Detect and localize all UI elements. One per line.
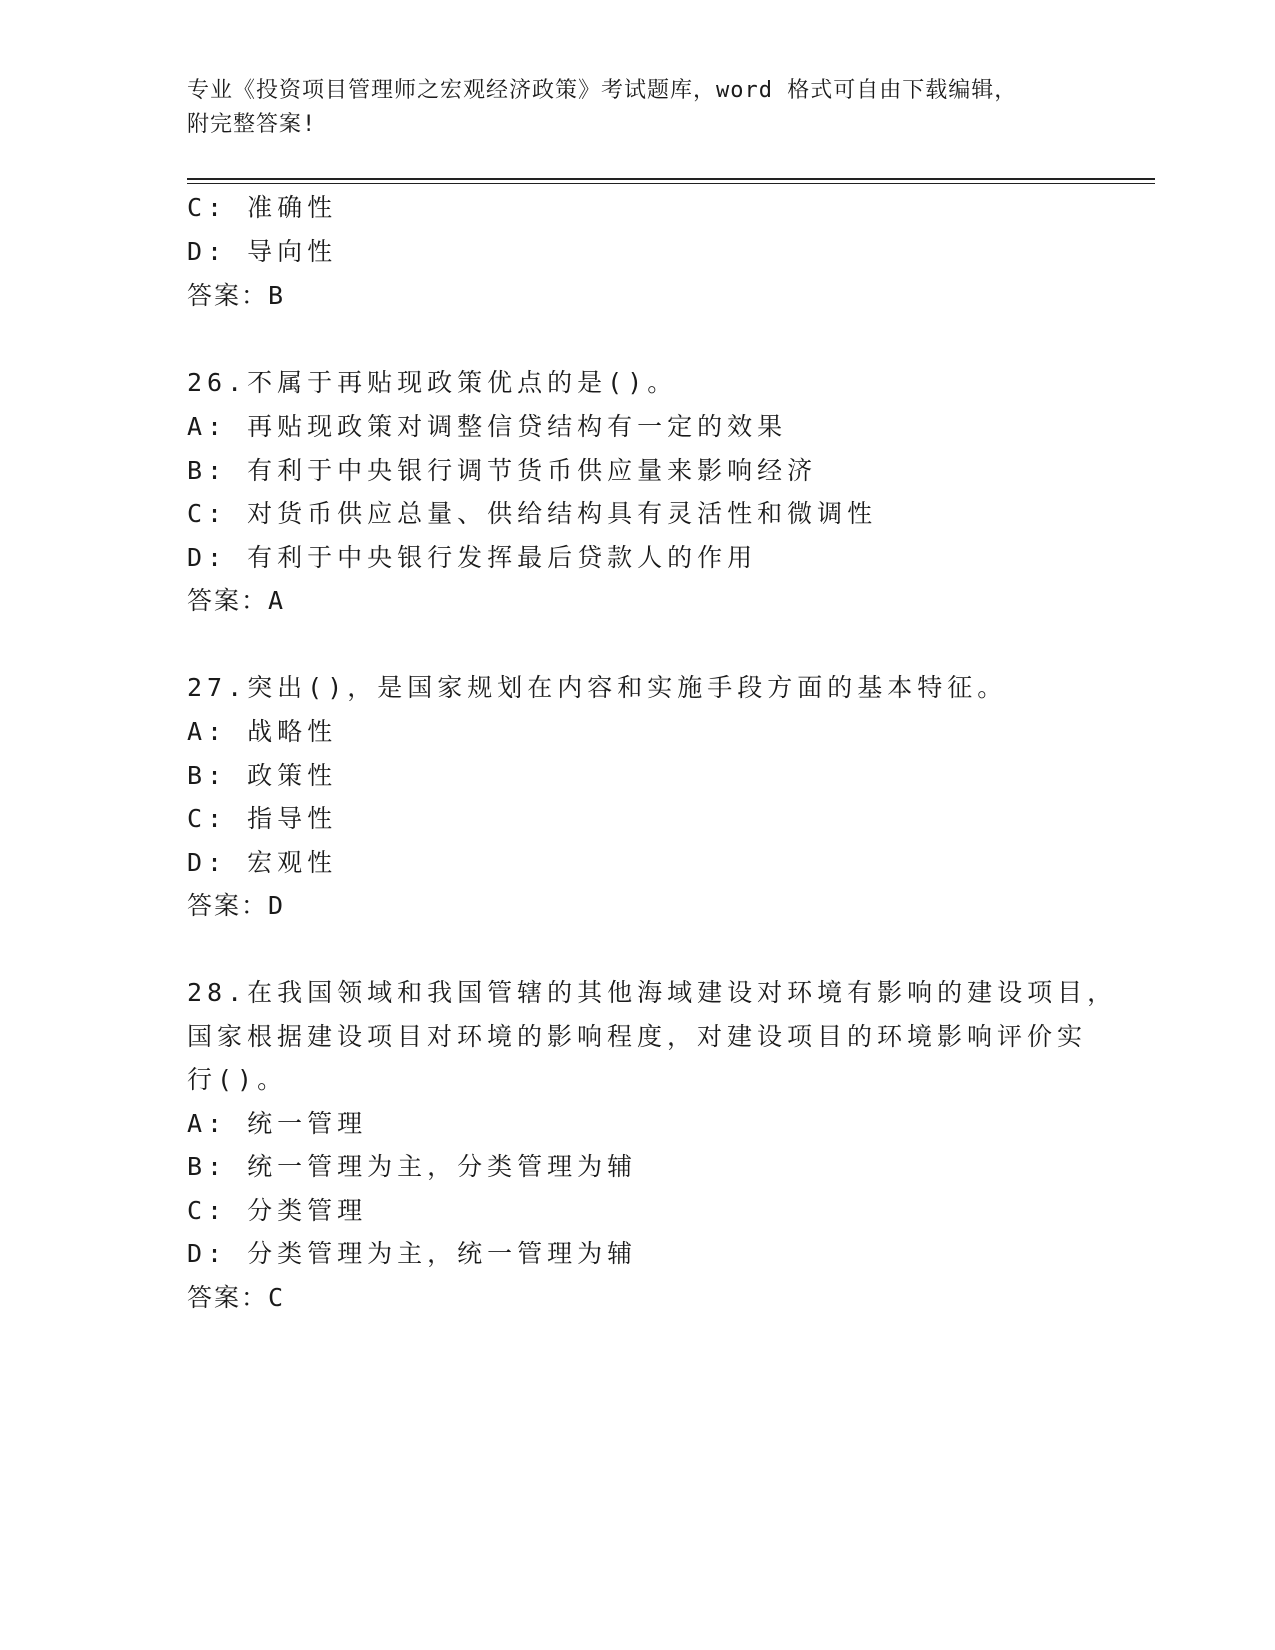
- q28-option-b: B: 统一管理为主，分类管理为辅: [187, 1152, 638, 1181]
- q27-option-a: A: 战略性: [187, 717, 338, 746]
- header-line-1: 专业《投资项目管理师之宏观经济政策》考试题库，word 格式可自由下载编辑，: [187, 78, 1018, 103]
- q26-option-d: D: 有利于中央银行发挥最后贷款人的作用: [187, 543, 758, 572]
- q28-option-c: C: 分类管理: [187, 1196, 368, 1225]
- q26-option-c: C: 对货币供应总量、供给结构具有灵活性和微调性: [187, 499, 878, 528]
- header-rule-thin: [187, 183, 1155, 184]
- q27-option-c: C: 指导性: [187, 804, 338, 833]
- prev-option-c: C: 准确性: [187, 193, 338, 222]
- q28-stem-line-1: 28.在我国领域和我国管辖的其他海域建设对环境有影响的建设项目，: [187, 978, 1118, 1007]
- q28-option-a: A: 统一管理: [187, 1109, 368, 1138]
- q26-option-b: B: 有利于中央银行调节货币供应量来影响经济: [187, 456, 818, 485]
- q27-option-d: D: 宏观性: [187, 848, 338, 877]
- q26-answer: 答案：A: [187, 586, 286, 615]
- header-rule-thick: [187, 178, 1155, 180]
- header-line-2: 附完整答案!: [187, 112, 317, 137]
- q27-answer: 答案：D: [187, 891, 286, 920]
- q26-stem: 26.不属于再贴现政策优点的是()。: [187, 368, 678, 397]
- prev-answer: 答案：B: [187, 281, 286, 310]
- q28-stem-line-3: 行()。: [187, 1065, 288, 1094]
- q28-option-d: D: 分类管理为主，统一管理为辅: [187, 1239, 638, 1268]
- q27-stem: 27.突出()，是国家规划在内容和实施手段方面的基本特征。: [187, 673, 1008, 702]
- document-header: [187, 74, 1087, 142]
- q27-option-b: B: 政策性: [187, 761, 338, 790]
- prev-option-d: D: 导向性: [187, 237, 338, 266]
- q28-answer: 答案：C: [187, 1283, 286, 1312]
- q26-option-a: A: 再贴现政策对调整信贷结构有一定的效果: [187, 412, 788, 441]
- q28-stem-line-2: 国家根据建设项目对环境的影响程度，对建设项目的环境影响评价实: [187, 1022, 1088, 1051]
